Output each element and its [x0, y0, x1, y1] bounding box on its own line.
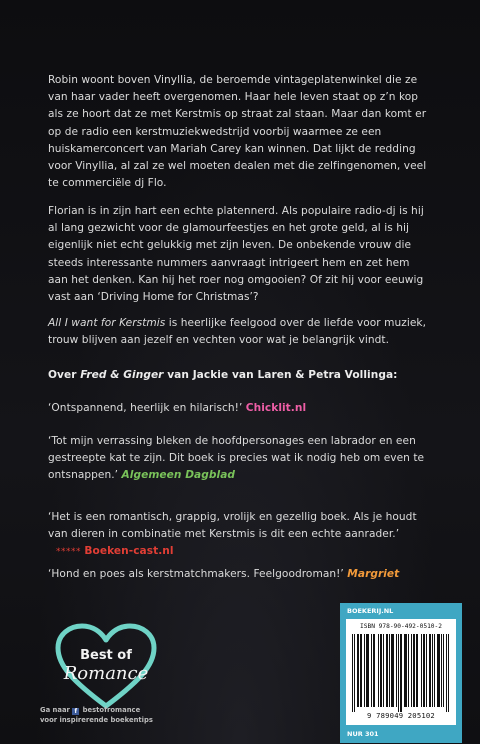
publisher-label: BOEKERIJ.NL: [347, 607, 394, 615]
website-note-line-2: voor inspirerende boekentips: [40, 715, 153, 724]
barcode-bar: [366, 634, 367, 707]
barcode-bar: [392, 634, 393, 707]
barcode-bar: [443, 634, 444, 707]
reviews-heading: [48, 367, 432, 384]
barcode-bar: [364, 634, 365, 707]
barcode-box: [346, 619, 456, 725]
barcode-bar: [421, 634, 422, 707]
barcode-bar: [378, 634, 379, 707]
barcode-bar: [400, 634, 401, 712]
barcode-bar: [417, 634, 418, 707]
review-quote-text: ‘Ontspannend, heerlijk en hilarisch!’: [48, 402, 246, 414]
review-quote-text: ‘Het is een romantisch, grappig, vrolijk en gezellig boek. Als je houdt van dieren in combinatie met Kerstmis is dit een echte aanrader.’: [48, 511, 417, 541]
barcode-bar: [404, 634, 405, 707]
barcode-bar: [408, 634, 409, 707]
barcode-bar: [437, 634, 438, 707]
barcode-bar: [381, 634, 382, 707]
barcode-bar: [446, 634, 447, 712]
website-note-handle: bestofromance: [80, 706, 141, 714]
review-quote-text: ‘Tot mijn verrassing bleken de hoofdpersonages een labrador en een gestreepte kat te zijn. Dit boek is precies wat ik nodig heb om even te ontsnappen.’: [48, 435, 425, 482]
barcode-bar: [358, 634, 359, 707]
blurb-paragraph-2: Florian is in zijn hart een echte platennerd. Als populaire radio-dj is hij al lang gezwicht voor de glamourfeestjes en het grote geld, al is hij eigenlijk niet echt gelukkig met zijn leven. De onbekende vrouw die steeds interessante nummers aanvraagt intrigeert hem en zet hem aan het denken. Kan hij het roer nog omgooien? Of zit hij voor eeuwig vast aan ‘Driving Home for Christmas’?: [48, 205, 424, 304]
barcode-bar: [391, 634, 392, 707]
review-quote-3: [48, 509, 432, 562]
barcode-bar: [386, 634, 387, 707]
barcode-bar: [432, 634, 433, 707]
review-rating-stars: *****: [56, 547, 81, 558]
barcode-bar: [413, 634, 414, 707]
barcode-panel: [340, 603, 462, 743]
barcode-bar: [380, 634, 381, 707]
barcode-bar: [430, 634, 431, 707]
website-note-prefix: Ga naar: [40, 706, 73, 714]
barcode-bar: [448, 634, 449, 712]
review-quote-text: ‘Hond en poes als kerstmatchmakers. Feelgoodroman!’: [48, 568, 348, 580]
barcode-bar: [361, 634, 362, 707]
book-title: All I want for Kerstmis: [48, 317, 166, 329]
barcode-bar: [439, 634, 440, 707]
barcode-bar: [368, 634, 369, 707]
barcode-bar: [414, 634, 415, 707]
review-quote-2: [48, 433, 432, 485]
isbn-text: ISBN 978-90-492-0510-2: [360, 623, 442, 630]
barcode-bar: [360, 634, 361, 707]
review-quote-4: [48, 566, 432, 583]
reviews-heading-prefix: Over: [48, 369, 81, 381]
previous-book-title: Fred & Ginger: [80, 369, 164, 381]
barcode-bar: [367, 634, 368, 707]
reviews-heading-suffix: van Jackie van Laren & Petra Vollinga:: [163, 369, 398, 381]
blurb-paragraph-1: Robin woont boven Vinyllia, de beroemde vintageplatenwinkel die ze van haar vader heeft overgenomen. Haar hele leven staat op z’n kop als ze hoort dat ze met Kerstmis op straat zal staan. Maar dan komt er op de radio een kerstmuziekwedstrijd voorbij waarmee ze een huiskamerconcert van Mariah Carey kan winnen. Dat lijkt de redding voor Vinyllia, al zal ze wel moeten dealen met die zelfingenomen, veel te commerciële dj Flo.: [48, 74, 427, 190]
barcode-bar: [423, 634, 424, 707]
logo-best-of-text: Best of: [80, 648, 132, 663]
facebook-icon: f: [72, 708, 79, 715]
barcode-bar: [411, 634, 412, 707]
barcode-bar: [416, 634, 417, 707]
barcode-bar: [441, 634, 442, 707]
barcode-bar: [383, 634, 384, 707]
logo-romance-text: Romance: [63, 663, 149, 684]
website-note: [40, 706, 200, 725]
barcode-bar: [398, 634, 399, 712]
barcode-digits: 9 789049 205102: [367, 711, 435, 720]
barcode-bar: [429, 634, 430, 707]
barcode-bar: [357, 634, 358, 707]
barcode-bar: [401, 634, 402, 712]
barcode-bar: [354, 634, 355, 712]
blurb-paragraph-3: [48, 315, 432, 349]
review-quote-1: [48, 400, 432, 417]
website-note-line-1: [40, 706, 200, 716]
barcode-bar: [374, 634, 375, 707]
best-of-romance-logo: [46, 618, 166, 714]
barcode-bar: [393, 634, 394, 707]
barcode-bars: [352, 634, 450, 712]
barcode-bar: [371, 634, 372, 707]
review-source: Margriet: [347, 568, 400, 580]
nur-label: NUR 301: [347, 730, 379, 738]
barcode-bar: [396, 634, 397, 707]
barcode-bar: [352, 634, 353, 712]
barcode-bar: [424, 634, 425, 707]
barcode-bar: [389, 634, 390, 707]
barcode-bar: [434, 634, 435, 707]
review-source: Algemeen Dagblad: [121, 469, 236, 482]
blurb-paragraph-3-text: is heerlijke feelgood over de liefde voor muziek, trouw blijven aan jezelf en vechten voor wat je belangrijk vindt.: [48, 317, 426, 347]
barcode-bar: [426, 634, 427, 707]
barcode-bar: [438, 634, 439, 707]
barcode-bar: [373, 634, 374, 707]
review-source: Boeken-cast.nl: [84, 545, 174, 558]
barcode-bar: [406, 634, 407, 707]
review-source: Chicklit.nl: [245, 402, 307, 414]
barcode-bar: [405, 634, 406, 707]
barcode-bar: [387, 634, 388, 707]
